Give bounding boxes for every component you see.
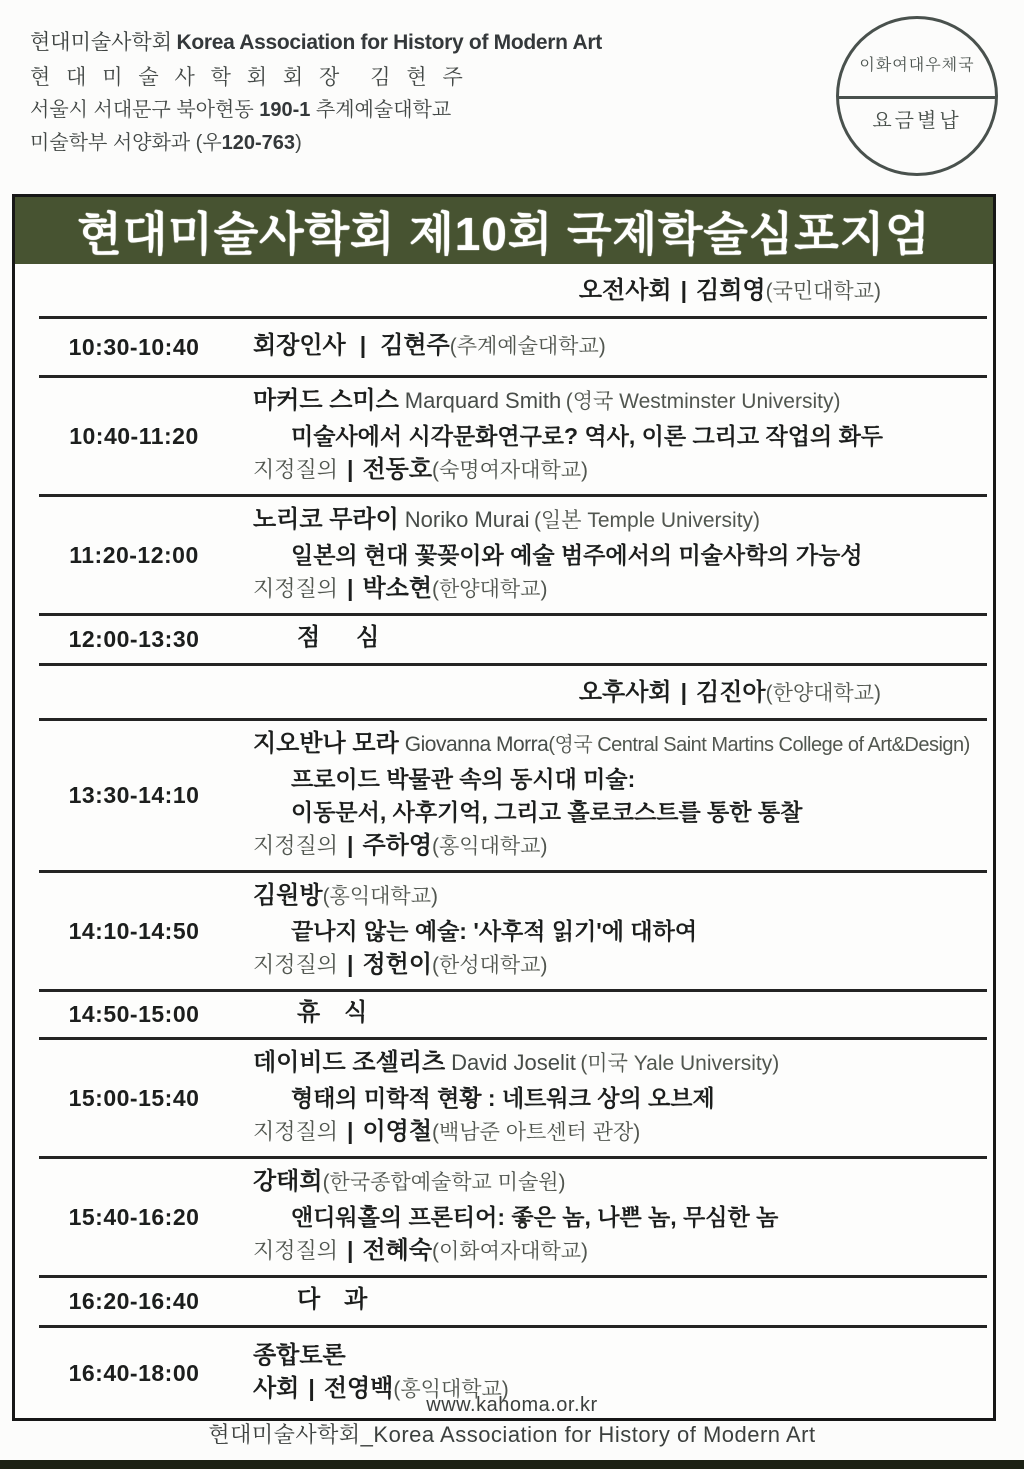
speaker-name-english: Noriko Murai: [404, 507, 530, 532]
address-line-2: [30, 127, 602, 160]
schedule-row-session: [15, 1040, 993, 1156]
separator: |: [347, 1237, 354, 1263]
time-slot: 10:40-11:20: [69, 422, 199, 449]
speaker-name-korean: 데이비드 조셀리츠: [253, 1049, 446, 1076]
discussant-name: 주하영: [362, 832, 433, 859]
row-content: [253, 1284, 993, 1319]
moderator-name: 전영백: [323, 1375, 394, 1402]
chair-affiliation: (국민대학교): [765, 280, 881, 303]
discussant-label: 지정질의: [253, 1238, 339, 1263]
row-content: [253, 728, 993, 863]
speaker-affiliation: (한국종합예술학교 미술원): [322, 1171, 566, 1194]
discussant-name: 정헌이: [362, 951, 433, 978]
discussant-line: [253, 453, 981, 487]
dept-text: ): [295, 132, 302, 154]
break-label: 다 과: [297, 1286, 368, 1313]
speaker-name: 김현주: [380, 332, 450, 359]
separator: |: [347, 575, 354, 601]
president-line: 현 대 미 술 사 학 회 회 장 김 현 주: [30, 66, 468, 89]
row-content: [253, 997, 993, 1032]
separator: |: [359, 332, 367, 358]
moderator-affiliation: (홍익대학교): [393, 1378, 509, 1401]
speaker-line: [253, 880, 981, 915]
speaker-name-korean: 마커드 스미스: [253, 387, 399, 414]
letterhead: [30, 26, 602, 160]
presentation-title: 이동문서, 사후기억, 그리고 홀로코스트를 통한 통찰: [291, 799, 803, 825]
speaker-name-korean: 노리코 무라이: [253, 506, 399, 533]
discussant-label: 지정질의: [253, 952, 339, 977]
schedule-row-session: [15, 1159, 993, 1275]
discussant-label: 지정질의: [253, 457, 339, 482]
discussant-affiliation: (숙명여자대학교): [432, 459, 589, 482]
separator: |: [347, 951, 354, 977]
discussant-affiliation: (이화여자대학교): [432, 1240, 589, 1263]
postal-code: 120-763: [221, 132, 296, 154]
row-content: [253, 329, 993, 365]
discussant-name: 전혜숙: [362, 1237, 433, 1264]
discussant-name: 박소현: [362, 575, 433, 602]
dept-text: 미술학부 서양화과 (우: [30, 132, 222, 154]
morning-chair-row: [15, 264, 993, 316]
separator: |: [347, 1118, 354, 1144]
speaker-line: [253, 728, 981, 763]
discussant-affiliation: (한양대학교): [432, 578, 548, 601]
chair-name: 김희영: [696, 277, 766, 304]
speaker-line: [253, 1166, 981, 1201]
discussant-line: [253, 1115, 981, 1149]
break-label: 점 심: [297, 624, 380, 651]
discussant-label: 지정질의: [253, 1119, 339, 1144]
discussant-affiliation: (홍익대학교): [432, 835, 548, 858]
address-line-1: [30, 94, 602, 127]
speaker-name-korean: 강태희: [253, 1168, 323, 1195]
time-slot: 14:50-15:00: [68, 1001, 200, 1027]
discussant-line: [253, 829, 981, 863]
schedule-row-tea: [15, 1278, 993, 1325]
stamp-postage-paid: 요금별납: [872, 110, 962, 132]
row-content: [253, 504, 993, 606]
time-slot: 14:10-14:50: [68, 917, 200, 944]
schedule-row-session: [15, 378, 993, 494]
presentation-title: 프로이드 박물관 속의 동시대 미술:: [291, 766, 636, 792]
time-slot: 11:20-12:00: [69, 541, 199, 568]
speaker-name-english: Giovanna Morra: [404, 733, 549, 756]
time-slot: 10:30-10:40: [68, 333, 200, 360]
presentation-title: 앤디워홀의 프론티어: 좋은 놈, 나쁜 놈, 무심한 놈: [291, 1204, 779, 1230]
address-text: 서울시 서대문구 북아현동: [30, 99, 260, 121]
time-slot: 16:20-16:40: [68, 1288, 200, 1314]
speaker-affiliation: (일본 Temple University): [533, 509, 761, 532]
speaker-line: [253, 504, 981, 539]
break-label: 휴 식: [297, 999, 368, 1026]
program-box: [12, 194, 996, 1421]
schedule-row-opening: [15, 319, 993, 375]
speaker-name-english: Marquard Smith: [404, 388, 562, 413]
website-url: www.kahoma.or.kr: [426, 1394, 598, 1416]
discussant-line: [253, 1234, 981, 1268]
letterhead-org-line: [30, 26, 602, 61]
discussant-affiliation: (한성대학교): [432, 954, 548, 977]
discussant-affiliation: (백남준 아트센터 관장): [432, 1121, 641, 1144]
schedule-row-lunch: [15, 616, 993, 663]
org-name-english: Korea Association for History of Modern Art: [176, 31, 602, 54]
row-content: [253, 1166, 993, 1268]
footer: [0, 1390, 1024, 1450]
symposium-title: 현대미술사학회 제10회 국제학술심포지엄: [77, 207, 931, 260]
row-content: [253, 385, 993, 487]
schedule-row-session: [15, 497, 993, 613]
chair-session-label: 오후사회: [578, 679, 672, 706]
presentation-title: 일본의 현대 꽃꽂이와 예술 범주에서의 미술사학의 가능성: [291, 542, 863, 568]
event-label: 종합토론: [253, 1342, 346, 1369]
schedule-row-rest: [15, 992, 993, 1037]
separator: |: [308, 1375, 315, 1401]
schedule-row-session: [15, 721, 993, 870]
footer-org-name: 현대미술사학회_Korea Association for History of Modern Art: [208, 1422, 816, 1447]
speaker-affiliation: (영국 Westminster University): [565, 390, 841, 413]
time-slot: 13:30-14:10: [68, 782, 200, 808]
symposium-title-bar: [15, 197, 993, 264]
discussant-label: 지정질의: [253, 576, 339, 601]
speaker-affiliation: (영국 Central Saint Martins College of Art&Design): [548, 734, 970, 756]
row-content: [253, 880, 993, 982]
chair-affiliation: (한양대학교): [765, 682, 881, 705]
separator: |: [680, 679, 688, 705]
org-name-korean: 현대미술사학회: [30, 31, 173, 54]
speaker-name-korean: 김원방: [253, 882, 323, 909]
speaker-name-english: David Joselit: [451, 1050, 576, 1075]
chair-name: 김진아: [696, 679, 766, 706]
separator: |: [347, 832, 354, 858]
separator: |: [347, 456, 354, 482]
time-slot: 16:40-18:00: [68, 1359, 200, 1386]
stamp-post-office: 이화여대우체국: [859, 57, 975, 74]
time-slot: 15:00-15:40: [68, 1084, 200, 1111]
speaker-name-korean: 지오반나 모라: [253, 730, 399, 757]
discussant-name: 전동호: [362, 456, 433, 483]
event-label: 회장인사: [253, 332, 346, 359]
row-content: [253, 1047, 993, 1149]
presentation-title: 미술사에서 시각문화연구로? 역사, 이론 그리고 작업의 화두: [291, 423, 884, 449]
speaker-line: [253, 385, 981, 420]
discussant-label: 지정질의: [253, 833, 339, 858]
schedule-row-session: [15, 873, 993, 989]
chair-session-label: 오전사회: [578, 277, 672, 304]
separator: |: [680, 277, 688, 303]
speaker-affiliation: (홍익대학교): [322, 885, 438, 908]
time-slot: 15:40-16:20: [68, 1203, 200, 1230]
time-slot: 12:00-13:30: [68, 626, 200, 652]
discussant-line: [253, 948, 981, 982]
address-number: 190-1: [259, 99, 311, 121]
speaker-line: [253, 1047, 981, 1082]
discussant-line: [253, 572, 981, 606]
scan-edge-band: [0, 1460, 1024, 1469]
address-text: 추계예술대학교: [310, 99, 452, 121]
presentation-title: 끝나지 않는 예술: '사후적 읽기'에 대하여: [291, 918, 698, 944]
postage-paid-stamp: [836, 16, 998, 176]
speaker-affiliation: (미국 Yale University): [580, 1052, 780, 1075]
moderator-label: 사회: [253, 1375, 300, 1402]
row-content: [253, 622, 993, 657]
presentation-title: 형태의 미학적 현황 : 네트워크 상의 오브제: [291, 1085, 715, 1111]
discussant-name: 이영철: [362, 1118, 433, 1145]
stamp-divider: [838, 96, 996, 99]
speaker-affiliation: (추계예술대학교): [449, 335, 606, 358]
afternoon-chair-row: [15, 666, 993, 718]
